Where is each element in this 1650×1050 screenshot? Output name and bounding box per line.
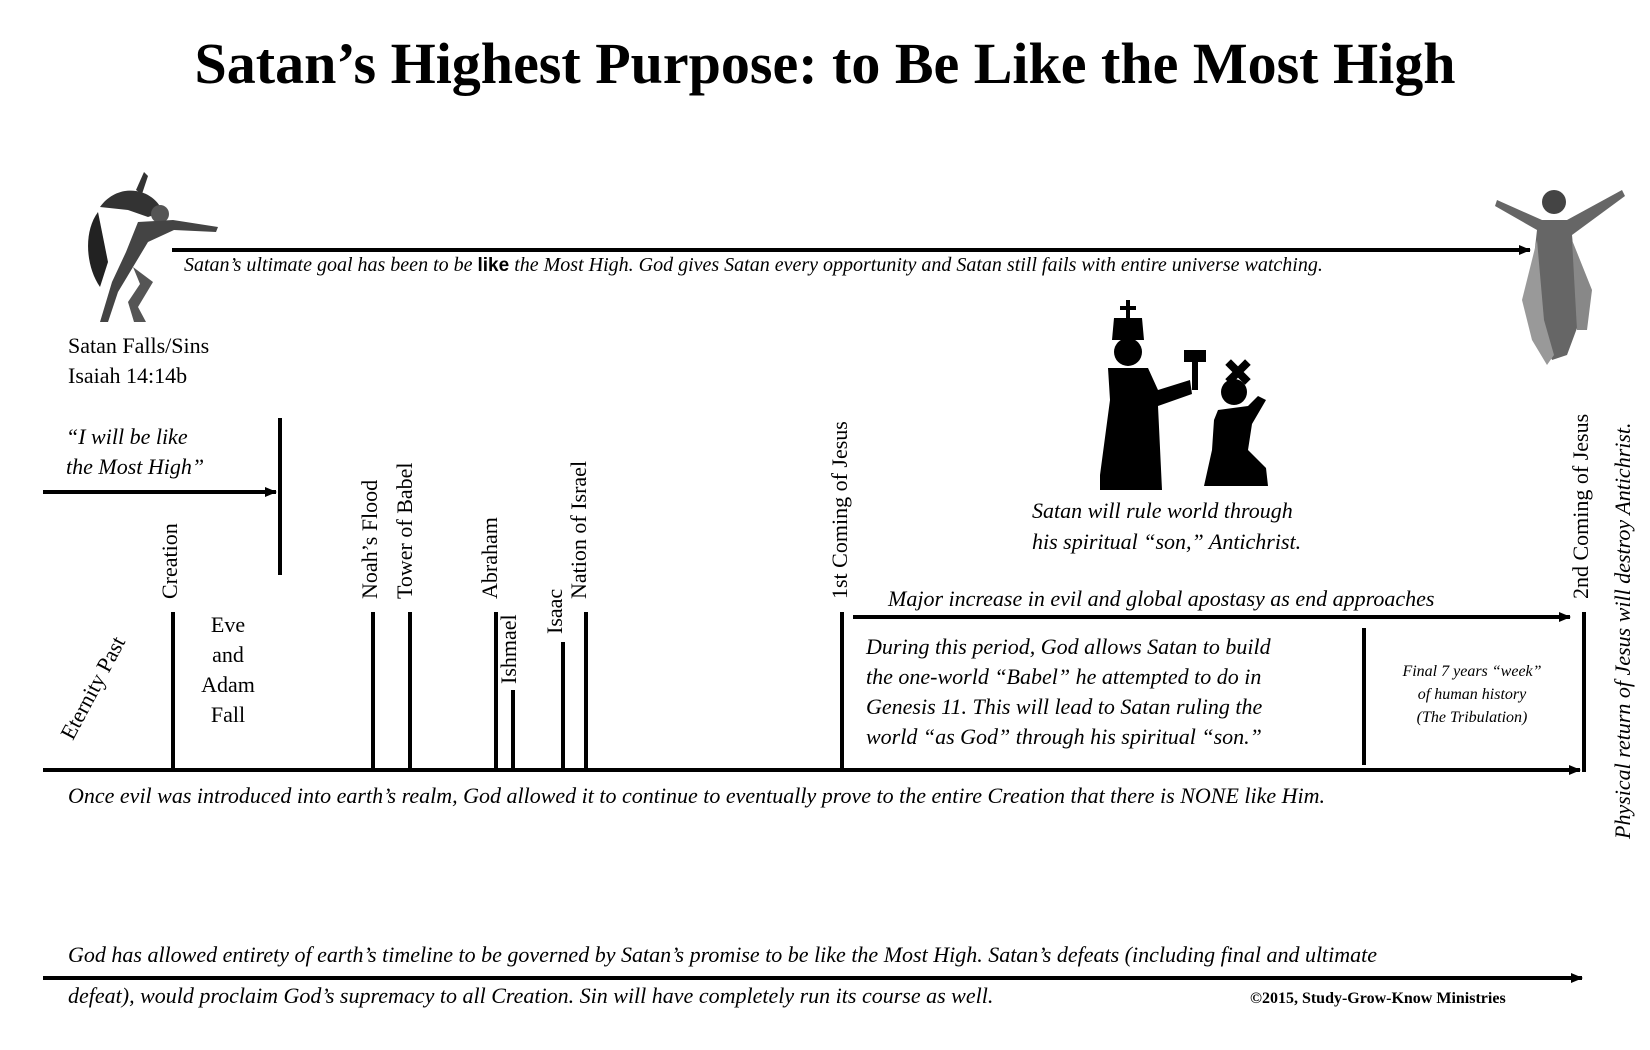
tribulation-line-2: of human history <box>1417 686 1527 703</box>
top-banner-bold: like <box>477 255 510 276</box>
antichrist-caption-1: Satan will rule world through <box>1032 498 1293 523</box>
isaiah-reference: Isaiah 14:14b <box>68 363 188 388</box>
label-second-coming: 2nd Coming of Jesus <box>1568 413 1593 599</box>
antichrist-crowning-icon <box>1100 300 1290 490</box>
eve-adam-line-2: and <box>212 642 244 667</box>
evil-caption: Once evil was introduced into earth’s realm, God allowed it to continue to eventually prove to the entire Creation that there is NONE like Him. <box>68 783 1326 808</box>
quote-line-2: the Most High” <box>66 454 205 479</box>
label-tower-of-babel: Tower of Babel <box>392 462 417 599</box>
label-creation: Creation <box>157 523 182 599</box>
label-eternity-past: Eternity Past <box>55 631 131 744</box>
bottom-caption-line-1: God has allowed entirety of earth’s timeline to be governed by Satan’s promise to be like the Most High. Satan’s defeats (including final and ultimate <box>68 942 1378 967</box>
label-first-coming: 1st Coming of Jesus <box>827 421 852 599</box>
top-banner-text-1: Satan’s ultimate goal has been to be <box>184 254 478 276</box>
label-noahs-flood: Noah’s Flood <box>357 479 382 599</box>
eve-adam-line-3: Adam <box>201 672 255 697</box>
top-banner-caption <box>184 254 1323 277</box>
satan-figure-icon <box>78 172 238 332</box>
page-title: Satan’s Highest Purpose: to Be Like the Most High <box>194 31 1456 96</box>
label-abraham: Abraham <box>477 517 502 599</box>
eve-adam-line-4: Fall <box>210 702 246 727</box>
period-text-line-4: world “as God” through his spiritual “son.” <box>866 724 1262 749</box>
top-banner-text-2: the Most High. God gives Satan every opportunity and Satan still fails with entire universe watching. <box>509 254 1323 276</box>
label-ishmael: Ishmael <box>496 614 521 684</box>
label-isaac: Isaac <box>542 588 567 634</box>
bottom-caption-line-2: defeat), would proclaim God’s supremacy to all Creation. Sin will have completely run its course as well. <box>68 983 994 1008</box>
physical-return-caption: Physical return of Jesus will destroy Antichrist. <box>1610 422 1635 839</box>
tribulation-line-3: (The Tribulation) <box>1416 709 1528 726</box>
tribulation-text <box>1372 660 1572 729</box>
antichrist-caption-2: his spiritual “son,” Antichrist. <box>1032 529 1302 554</box>
label-nation-of-israel: Nation of Israel <box>566 460 591 599</box>
period-text-line-1: During this period, God allows Satan to build <box>866 634 1271 659</box>
quote-line-1: “I will be like <box>66 424 188 449</box>
jesus-figure-icon <box>1492 180 1632 370</box>
copyright: ©2015, Study-Grow-Know Ministries <box>1250 990 1506 1007</box>
eve-adam-fall-label <box>188 610 268 730</box>
end-times-arrow-label: Major increase in evil and global apostasy as end approaches <box>888 586 1435 611</box>
eve-adam-line-1: Eve <box>210 612 246 637</box>
tribulation-line-1: Final 7 years “week” <box>1402 663 1542 680</box>
period-text-line-3: Genesis 11. This will lead to Satan ruling the <box>866 694 1263 719</box>
satan-falls-label: Satan Falls/Sins <box>68 333 210 358</box>
period-text <box>866 632 1271 752</box>
period-text-line-2: the one-world “Babel” he attempted to do in <box>866 664 1262 689</box>
